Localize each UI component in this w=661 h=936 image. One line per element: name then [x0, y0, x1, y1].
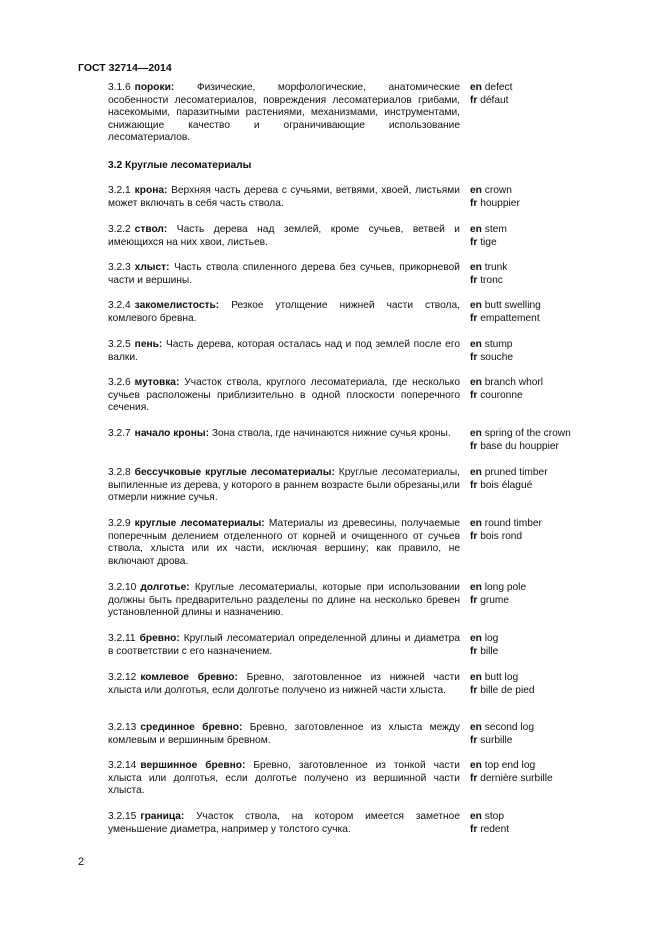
term-number: 3.2.2: [108, 224, 131, 235]
term-number: 3.2.10: [108, 582, 137, 593]
lang-code-en: en: [470, 262, 485, 273]
french-term: houppier: [480, 197, 520, 209]
term-name: ствол:: [134, 224, 168, 235]
term-definition: [108, 339, 460, 364]
term-definition: [108, 722, 460, 747]
lang-code-fr: fr: [470, 94, 481, 106]
french-equivalent: [470, 824, 661, 837]
english-term: butt log: [484, 672, 519, 683]
french-equivalent: [470, 646, 661, 659]
lang-code-fr: fr: [470, 351, 481, 363]
english-equivalent: [470, 518, 661, 531]
term-definition-text: Физические, морфологические, анатомические особенности лесоматериалов, повреждения лесоматериалов грибами, насекомыми, паразитными растениями, механизмами, инструментами, снижающие качество и ограничивающие использование лесоматериалов.: [108, 82, 460, 144]
english-term: stump: [484, 339, 513, 350]
english-equivalent: [470, 672, 661, 685]
term-equivalents: [470, 262, 661, 287]
english-equivalent: [470, 82, 661, 95]
term-name: комлевое бревно:: [140, 672, 238, 683]
lang-code-fr: fr: [470, 772, 481, 784]
french-equivalent: [470, 95, 661, 108]
term-equivalents: [470, 82, 661, 107]
term-name: крона:: [134, 185, 168, 196]
term-definition: [108, 633, 460, 658]
document-header: ГОСТ 32714—2014: [78, 62, 172, 74]
french-term: redent: [480, 823, 510, 835]
term-number: 3.1.6: [108, 82, 131, 93]
english-equivalent: [470, 224, 661, 237]
english-term: defect: [484, 82, 513, 93]
term-name: пень:: [134, 339, 163, 350]
term-number: 3.2.12: [108, 672, 137, 683]
term-equivalents: [470, 185, 661, 210]
french-term: bois élagué: [480, 479, 533, 491]
french-term: grume: [480, 594, 510, 606]
french-equivalent: [470, 237, 661, 250]
french-equivalent: [470, 531, 661, 544]
french-term: défaut: [480, 94, 509, 106]
term-equivalents: [470, 582, 661, 607]
term-name: граница:: [140, 811, 185, 822]
french-equivalent: [470, 441, 661, 454]
term-definition-text: Бревно, заготовленное из хлыста между комлевым и вершинным бревном.: [108, 722, 460, 746]
french-term: surbille: [480, 734, 513, 746]
term-number: 3.2.9: [108, 518, 131, 529]
term-equivalents: [470, 811, 661, 836]
french-term: tronc: [480, 274, 503, 286]
english-term: stem: [484, 224, 507, 235]
term-number: 3.2.8: [108, 467, 131, 478]
english-term: crown: [484, 185, 512, 196]
term-number: 3.2.13: [108, 722, 137, 733]
english-term: top end log: [484, 760, 536, 771]
term-equivalents: [470, 377, 661, 402]
french-term: tige: [480, 236, 497, 248]
term-equivalents: [470, 722, 661, 747]
lang-code-fr: fr: [470, 530, 481, 542]
english-equivalent: [470, 760, 661, 773]
english-equivalent: [470, 722, 661, 735]
term-definition: [108, 760, 460, 798]
term-number: 3.2.4: [108, 300, 131, 311]
lang-code-en: en: [470, 672, 485, 683]
french-equivalent: [470, 275, 661, 288]
french-term: dernière surbille: [480, 772, 553, 784]
lang-code-fr: fr: [470, 479, 481, 491]
term-equivalents: [470, 467, 661, 492]
term-definition: [108, 185, 460, 210]
french-term: bille: [480, 645, 499, 657]
term-name: вершинное бревно:: [140, 760, 246, 771]
lang-code-en: en: [470, 722, 485, 733]
term-equivalents: [470, 300, 661, 325]
term-name: начало кроны:: [134, 428, 209, 439]
term-number: 3.2.5: [108, 339, 131, 350]
english-term: log: [484, 633, 499, 644]
french-term: empattement: [480, 312, 540, 324]
lang-code-en: en: [470, 582, 485, 593]
lang-code-en: en: [470, 428, 485, 439]
term-number: 3.2.14: [108, 760, 137, 771]
french-equivalent: [470, 313, 661, 326]
term-definition: [108, 428, 460, 441]
lang-code-en: en: [470, 377, 485, 388]
term-name: мутовка:: [134, 377, 180, 388]
term-definition-text: Верхняя часть дерева с сучьями, ветвями, хвоей, листьями может включать в себя часть ствола.: [108, 185, 460, 209]
english-equivalent: [470, 339, 661, 352]
term-definition: [108, 672, 460, 697]
term-definition: [108, 82, 460, 145]
french-equivalent: [470, 198, 661, 211]
term-equivalents: [470, 672, 661, 697]
term-definition-text: Резкое утолщение нижней части ствола, комлевого бревна.: [108, 300, 460, 324]
lang-code-fr: fr: [470, 389, 481, 401]
term-definition-text: Материалы из древесины, получаемые поперечным делением отделенного от корней и очищенного от сучьев ствола, хлыста или их части, исключая вершину; как правило, не включают дрова.: [108, 518, 460, 567]
lang-code-en: en: [470, 633, 485, 644]
french-term: bois rond: [480, 530, 523, 542]
french-term: bille de pied: [480, 684, 535, 696]
term-definition-text: Бревно, заготовленное из тонкой части хлыста или долготья, если долготье получено из вершинной части хлыста.: [108, 760, 460, 797]
term-name: пороки:: [134, 82, 175, 93]
term-definition: [108, 300, 460, 325]
term-definition: [108, 224, 460, 249]
section-title: 3.2 Круглые лесоматериалы: [108, 160, 252, 171]
term-name: бессучковые круглые лесоматериалы:: [134, 467, 335, 478]
lang-code-fr: fr: [470, 312, 481, 324]
lang-code-en: en: [470, 82, 485, 93]
english-equivalent: [470, 811, 661, 824]
term-name: круглые лесоматериалы:: [134, 518, 265, 529]
term-number: 3.2.7: [108, 428, 131, 439]
english-equivalent: [470, 377, 661, 390]
term-definition: [108, 467, 460, 505]
lang-code-en: en: [470, 467, 485, 478]
term-equivalents: [470, 339, 661, 364]
lang-code-fr: fr: [470, 645, 481, 657]
french-term: base du houppier: [480, 440, 559, 452]
french-equivalent: [470, 735, 661, 748]
term-number: 3.2.6: [108, 377, 131, 388]
english-term: pruned timber: [484, 467, 548, 478]
lang-code-fr: fr: [470, 823, 481, 835]
term-definition: [108, 582, 460, 620]
english-term: spring of the crown: [484, 428, 571, 439]
french-term: souche: [480, 351, 514, 363]
term-number: 3.2.1: [108, 185, 131, 196]
term-definition-text: Круглый лесоматериал определенной длины и диаметра в соответствии с его назначением.: [108, 633, 460, 657]
english-term: long pole: [484, 582, 527, 593]
lang-code-en: en: [470, 518, 485, 529]
term-equivalents: [470, 518, 661, 543]
lang-code-en: en: [470, 811, 485, 822]
lang-code-en: en: [470, 760, 485, 771]
english-term: second log: [484, 722, 535, 733]
term-definition-text: Участок ствола, круглого лесоматериала, где несколько сучьев расположены приблизительно в одной плоскости поперечного сечения.: [108, 377, 460, 414]
lang-code-fr: fr: [470, 197, 481, 209]
term-definition: [108, 811, 460, 836]
english-equivalent: [470, 185, 661, 198]
page-number: 2: [78, 856, 85, 868]
lang-code-en: en: [470, 224, 485, 235]
lang-code-en: en: [470, 300, 485, 311]
french-equivalent: [470, 352, 661, 365]
english-term: branch whorl: [484, 377, 544, 388]
term-equivalents: [470, 633, 661, 658]
term-definition-text: Зона ствола, где начинаются нижние сучья кроны.: [209, 428, 451, 439]
term-name: долготье:: [140, 582, 190, 593]
english-equivalent: [470, 300, 661, 313]
term-equivalents: [470, 428, 661, 453]
french-equivalent: [470, 480, 661, 493]
english-equivalent: [470, 467, 661, 480]
term-definition: [108, 518, 460, 568]
english-term: butt swelling: [484, 300, 541, 311]
english-equivalent: [470, 262, 661, 275]
english-term: stop: [484, 811, 504, 822]
term-definition-text: Часть дерева над землей, кроме сучьев, ветвей и имеющихся на них хвои, листьев.: [108, 224, 460, 248]
french-equivalent: [470, 685, 661, 698]
lang-code-fr: fr: [470, 734, 481, 746]
lang-code-en: en: [470, 339, 485, 350]
lang-code-en: en: [470, 185, 485, 196]
term-equivalents: [470, 224, 661, 249]
french-equivalent: [470, 595, 661, 608]
term-equivalents: [470, 760, 661, 785]
term-number: 3.2.15: [108, 811, 137, 822]
lang-code-fr: fr: [470, 684, 481, 696]
term-definition: [108, 262, 460, 287]
term-name: хлыст:: [134, 262, 170, 273]
french-term: couronne: [480, 389, 523, 401]
english-equivalent: [470, 428, 661, 441]
french-equivalent: [470, 773, 661, 786]
term-name: бревно:: [139, 633, 180, 644]
lang-code-fr: fr: [470, 236, 481, 248]
lang-code-fr: fr: [470, 274, 481, 286]
lang-code-fr: fr: [470, 594, 481, 606]
english-equivalent: [470, 633, 661, 646]
french-equivalent: [470, 390, 661, 403]
term-definition-text: Круглые лесоматериалы, которые при использовании должны быть предварительно разделены по длине на несколько бревен установленной длины и назначению.: [108, 582, 460, 619]
term-definition-text: Часть дерева, которая осталась над и под землей после его валки.: [108, 339, 460, 363]
term-number: 3.2.3: [108, 262, 131, 273]
term-name: закомелистость:: [134, 300, 220, 311]
english-equivalent: [470, 582, 661, 595]
english-term: round timber: [484, 518, 542, 529]
term-definition: [108, 377, 460, 415]
term-name: срединное бревно:: [140, 722, 243, 733]
term-definition-text: Часть ствола спиленного дерева без сучьев, прикорневой части и вершины.: [108, 262, 460, 286]
term-definition-text: Круглые лесоматериалы, выпиленные из дерева, у которого в раннем возрасте были обрезаны,или отмерли нижние сучья.: [108, 467, 460, 504]
term-definition-text: Бревно, заготовленное из нижней части хлыста или долготья, если долготье получено из нижней части хлыста.: [108, 672, 460, 696]
english-term: trunk: [484, 262, 508, 273]
lang-code-fr: fr: [470, 440, 481, 452]
term-definition-text: Участок ствола, на котором имеется заметное уменьшение диаметра, например у толстого сучка.: [108, 811, 460, 835]
term-number: 3.2.11: [108, 633, 136, 644]
